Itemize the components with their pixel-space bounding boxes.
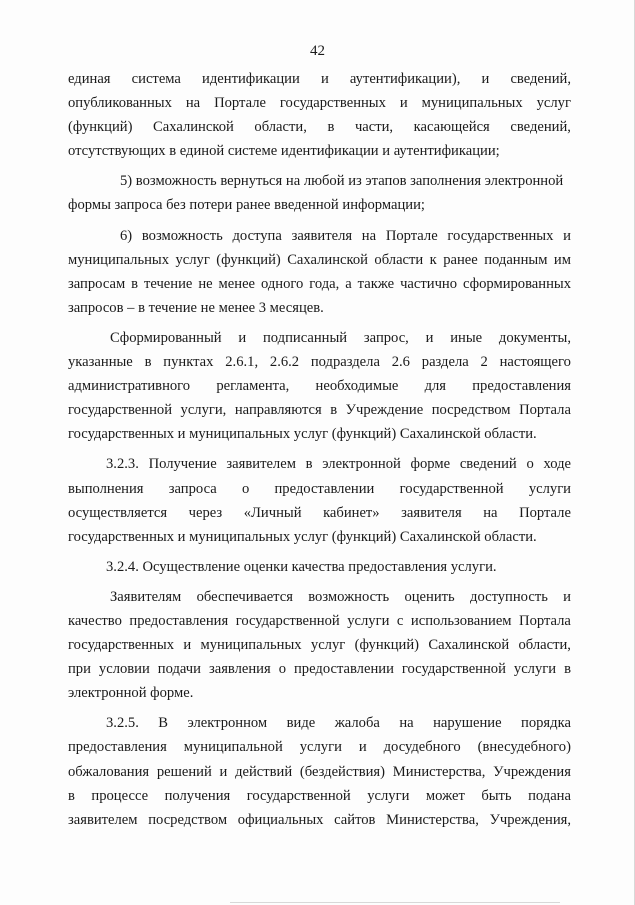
word: выполнения	[68, 480, 144, 497]
word: о	[526, 456, 534, 473]
word: в	[327, 119, 335, 136]
paragraph	[68, 452, 571, 548]
word: государственной	[246, 787, 351, 804]
word: «Личный	[243, 504, 302, 521]
word: услуг	[310, 637, 346, 654]
word: предоставлении	[274, 480, 375, 497]
word: заявления	[208, 661, 271, 678]
word: при	[68, 661, 91, 678]
text-line	[68, 326, 571, 350]
word: решений	[156, 763, 212, 780]
word: процессе	[91, 787, 149, 804]
text-line	[68, 609, 571, 633]
text-line: государственных и муниципальных услуг (функций) Сахалинской области.	[68, 426, 537, 443]
word: Сахалинской	[153, 119, 234, 136]
word: система	[131, 71, 181, 87]
text-line	[68, 272, 571, 296]
word: и	[563, 227, 571, 244]
word: доступность	[470, 588, 548, 605]
word: о	[241, 480, 250, 497]
scan-edge-mark	[230, 902, 560, 903]
text-line	[68, 452, 571, 476]
word: на	[399, 715, 414, 732]
word: в	[131, 275, 139, 292]
word: с	[396, 612, 404, 629]
word: области,	[518, 637, 571, 654]
word: посредством	[148, 811, 228, 828]
word: части,	[354, 119, 394, 136]
word: муниципальных	[421, 95, 523, 112]
word: опубликованных	[68, 95, 172, 112]
word: сведений,	[510, 119, 571, 136]
text-line: электронной форме.	[68, 685, 194, 702]
word: электронной	[322, 456, 401, 473]
document-body	[68, 67, 571, 832]
word: 3.2.3.	[106, 456, 139, 473]
word: (внесудебного)	[477, 739, 571, 756]
word: настоящего	[499, 354, 571, 371]
word: обжалования	[68, 763, 150, 780]
word: услуг	[175, 251, 210, 268]
word: и	[481, 71, 490, 87]
text-line: запросов – в течение не менее 3 месяцев.	[68, 299, 324, 316]
page-number: 42	[310, 43, 325, 59]
word: может	[425, 787, 465, 804]
word: Портала	[519, 612, 571, 629]
paragraph	[68, 224, 571, 320]
word: Сахалинской	[428, 637, 510, 654]
word: услуги	[513, 661, 557, 678]
word: осуществляется	[68, 504, 168, 521]
word: касающейся	[413, 119, 490, 136]
word: в	[564, 661, 571, 678]
word: регламента,	[216, 378, 290, 395]
word: аутентификации),	[349, 71, 461, 87]
word: и	[358, 739, 367, 756]
word: и	[399, 95, 408, 112]
word: Министерства,	[386, 811, 479, 828]
word: и	[238, 329, 247, 346]
word: государственной	[235, 612, 340, 629]
word: Портале	[519, 504, 571, 521]
word: им	[553, 251, 571, 268]
text-line: 3.2.4. Осуществление оценки качества предоставления услуги.	[106, 558, 497, 575]
word: Заявителям	[110, 588, 182, 605]
word: Портале	[214, 95, 266, 112]
word: быть	[481, 787, 512, 804]
word: необходимые	[315, 378, 399, 395]
word: жалоба	[334, 715, 380, 732]
word: о	[278, 661, 286, 678]
text-line	[68, 224, 571, 248]
word: Сахалинской	[287, 251, 368, 268]
word: Получение	[148, 456, 217, 473]
word: возможность	[308, 588, 390, 605]
word: сформированных	[462, 275, 571, 292]
word: предоставления	[472, 378, 571, 395]
word: официальных	[237, 811, 324, 828]
text-line	[68, 711, 571, 735]
word: (бездействия)	[299, 763, 385, 780]
word: муниципальной	[183, 739, 283, 756]
word: 2.6	[391, 354, 410, 371]
word: предоставления	[68, 739, 167, 756]
word: через	[188, 504, 223, 521]
word: (функций)	[216, 251, 281, 268]
word: получения	[164, 787, 231, 804]
word: в	[330, 402, 338, 419]
word: не	[198, 275, 213, 292]
word: подписанный	[263, 329, 348, 346]
word: государственных	[68, 637, 175, 654]
word: ходе	[543, 456, 571, 473]
word: частично	[400, 275, 458, 292]
word: предоставления	[129, 612, 229, 629]
word: виде	[286, 715, 316, 732]
word: форме	[410, 456, 451, 473]
word: области	[374, 251, 424, 268]
word: пунктах	[163, 354, 214, 371]
word: 2	[480, 354, 488, 371]
word: одного	[260, 275, 304, 292]
word: поданным	[484, 251, 548, 268]
word: Министерства,	[392, 763, 486, 780]
word: услуги	[299, 739, 342, 756]
word: на	[483, 504, 498, 521]
word: документы,	[498, 329, 571, 346]
word: возможность	[141, 227, 223, 244]
word: услуг	[536, 95, 571, 112]
word: Учреждения,	[489, 811, 571, 828]
word: запросам	[68, 275, 126, 292]
word: условии	[98, 661, 150, 678]
text-line	[68, 398, 571, 422]
word: заявителя	[401, 504, 462, 521]
word: услуги	[367, 787, 410, 804]
word: и	[563, 588, 571, 605]
word: (функций)	[68, 119, 133, 136]
text-line	[68, 350, 571, 374]
word: также	[357, 275, 395, 292]
word: обеспечивается	[196, 588, 293, 605]
text-line: отсутствующих в единой системе идентификации и аутентификации;	[68, 143, 500, 160]
word: качество	[68, 612, 122, 629]
word: года,	[309, 275, 340, 292]
word: раздела	[421, 354, 469, 371]
text-line	[68, 374, 571, 398]
word: государственной	[68, 402, 173, 419]
word: к	[429, 251, 437, 268]
word: сведений	[459, 456, 517, 473]
word: для	[424, 378, 446, 395]
paragraph	[68, 67, 571, 163]
word: в	[144, 354, 152, 371]
word: в	[68, 787, 75, 804]
word: 2.6.1,	[225, 354, 259, 371]
word: государственной	[399, 480, 504, 497]
word: использованием	[410, 612, 512, 629]
word: электронном	[187, 715, 268, 732]
text-line	[68, 735, 571, 759]
word: государственных	[279, 95, 386, 112]
word: а	[345, 275, 352, 292]
paragraph	[68, 585, 571, 705]
text-line	[68, 784, 571, 808]
text-line	[68, 248, 571, 272]
word: Сформированный	[110, 329, 222, 346]
text-line: формы запроса без потери ранее введенной информации;	[68, 197, 425, 214]
word: и	[425, 329, 434, 346]
text-line	[68, 91, 571, 115]
word: доступа	[232, 227, 282, 244]
word: услуги	[528, 480, 571, 497]
word: оценить	[404, 588, 455, 605]
word: административного	[68, 378, 191, 395]
word: государственных	[447, 227, 554, 244]
text-line	[68, 657, 571, 681]
word: досудебного	[383, 739, 461, 756]
word: запроса	[168, 480, 217, 497]
word: направляются	[234, 402, 322, 419]
word: муниципальных	[68, 251, 170, 268]
text-line: 5) возможность вернуться на любой из этапов заполнения электронной	[120, 173, 564, 190]
word: подана	[528, 787, 571, 804]
word: в	[305, 456, 313, 473]
word: течение	[143, 275, 193, 292]
word: и	[219, 763, 228, 780]
text-line	[68, 585, 571, 609]
word: 6)	[120, 227, 133, 244]
word: посредством	[431, 402, 511, 419]
word: менее	[218, 275, 256, 292]
paragraph	[68, 555, 571, 579]
text-line	[68, 477, 571, 501]
paragraph	[68, 326, 571, 446]
text-line	[68, 808, 571, 832]
word: 2.6.2	[269, 354, 300, 371]
word: 3.2.5.	[106, 715, 139, 732]
word: подачи	[157, 661, 201, 678]
paragraph	[68, 169, 571, 217]
word: сведений,	[510, 71, 571, 87]
word: В	[158, 715, 169, 732]
word: указанные	[68, 354, 133, 371]
word: единая	[68, 71, 111, 87]
word: на	[361, 227, 377, 244]
word: запрос,	[363, 329, 409, 346]
text-line	[68, 501, 571, 525]
paragraph	[68, 711, 571, 831]
text-line	[68, 760, 571, 784]
word: подраздела	[310, 354, 380, 371]
word: заявителем	[68, 811, 138, 828]
word: муниципальных	[200, 637, 302, 654]
text-line	[68, 633, 571, 657]
word: на	[185, 95, 201, 112]
word: услуги	[347, 612, 390, 629]
text-line: государственных и муниципальных услуг (функций) Сахалинской области.	[68, 528, 537, 545]
word: (функций)	[354, 637, 420, 654]
word: заявителем	[226, 456, 296, 473]
word: и	[183, 637, 192, 654]
word: Учреждение	[345, 402, 424, 419]
word: иные	[450, 329, 483, 346]
word: идентификации	[202, 71, 300, 87]
word: ранее	[443, 251, 478, 268]
word: Портала	[519, 402, 571, 419]
text-line	[68, 115, 571, 139]
word: Учреждения	[493, 763, 571, 780]
word: и	[320, 71, 329, 87]
word: сайтов	[334, 811, 376, 828]
word: нарушение	[433, 715, 502, 732]
word: предоставлении	[294, 661, 394, 678]
word: области,	[254, 119, 307, 136]
word: порядка	[521, 715, 571, 732]
word: государственной	[401, 661, 506, 678]
word: действий	[235, 763, 293, 780]
word: услуги,	[180, 402, 227, 419]
word: кабинет»	[323, 504, 380, 521]
word: Портале	[385, 227, 438, 244]
word: заявителя	[291, 227, 353, 244]
text-line	[68, 67, 571, 91]
